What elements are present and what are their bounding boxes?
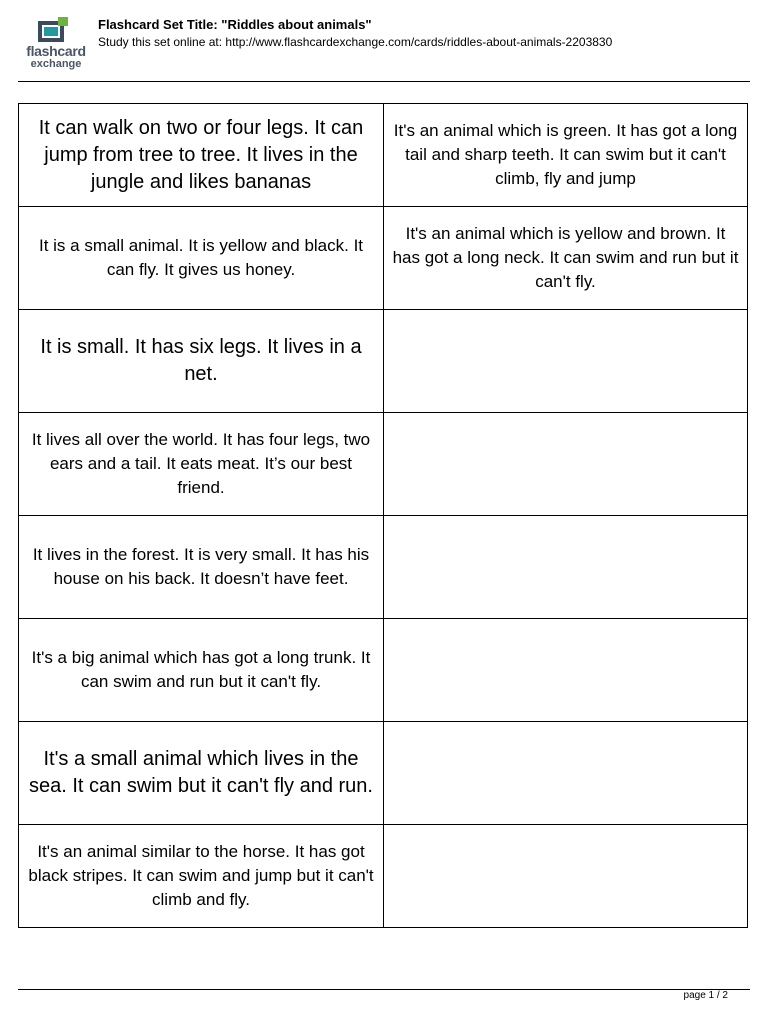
flashcard-table <box>18 103 748 928</box>
page-number: page 1 / 2 <box>683 990 728 1001</box>
card-row <box>19 104 748 207</box>
card-front: It is small. It has six legs. It lives in a net. <box>19 310 384 413</box>
card-front: It lives all over the world. It has four legs, two ears and a tail. It eats meat. It’s our best friend. <box>19 413 384 516</box>
card-front: It is a small animal. It is yellow and black. It can fly. It gives us honey. <box>19 207 384 310</box>
card-front: It lives in the forest. It is very small. It has his house on his back. It doesn’t have feet. <box>19 516 384 619</box>
study-online-link[interactable]: Study this set online at: http://www.flashcardexchange.com/cards/riddles-about-animals-2203830 <box>98 35 613 49</box>
card-row <box>19 310 748 413</box>
card-back <box>384 413 748 516</box>
card-front: It's a small animal which lives in the sea. It can swim but it can't fly and run. <box>19 722 384 825</box>
card-row <box>19 619 748 722</box>
card-row <box>19 722 748 825</box>
card-front: It's a big animal which has got a long trunk. It can swim and run but it can't fly. <box>19 619 384 722</box>
card-back <box>384 516 748 619</box>
logo-wordmark-exchange: exchange <box>30 58 82 70</box>
logo-wordmark-flashcard: flashcard <box>26 43 86 59</box>
card-row <box>19 413 748 516</box>
card-row <box>19 207 748 310</box>
card-back <box>384 825 748 928</box>
set-title: Flashcard Set Title: "Riddles about animals" <box>98 17 372 32</box>
header-divider <box>18 81 750 82</box>
card-back <box>384 310 748 413</box>
card-back <box>384 619 748 722</box>
footer-divider <box>18 989 750 990</box>
card-back: It's an animal which is green. It has got a long tail and sharp teeth. It can swim but it can't climb, fly and jump <box>384 104 748 207</box>
card-back: It's an animal which is yellow and brown. It has got a long neck. It can swim and run but it can't fly. <box>384 207 748 310</box>
card-front: It's an animal similar to the horse. It has got black stripes. It can swim and jump but it can't climb and fly. <box>19 825 384 928</box>
card-back <box>384 722 748 825</box>
flashcard-exchange-logo <box>22 14 90 72</box>
card-front: It can walk on two or four legs. It can jump from tree to tree. It lives in the jungle and likes bananas <box>19 104 384 207</box>
logo-card-icon <box>36 16 70 44</box>
card-row <box>19 825 748 928</box>
card-row <box>19 516 748 619</box>
